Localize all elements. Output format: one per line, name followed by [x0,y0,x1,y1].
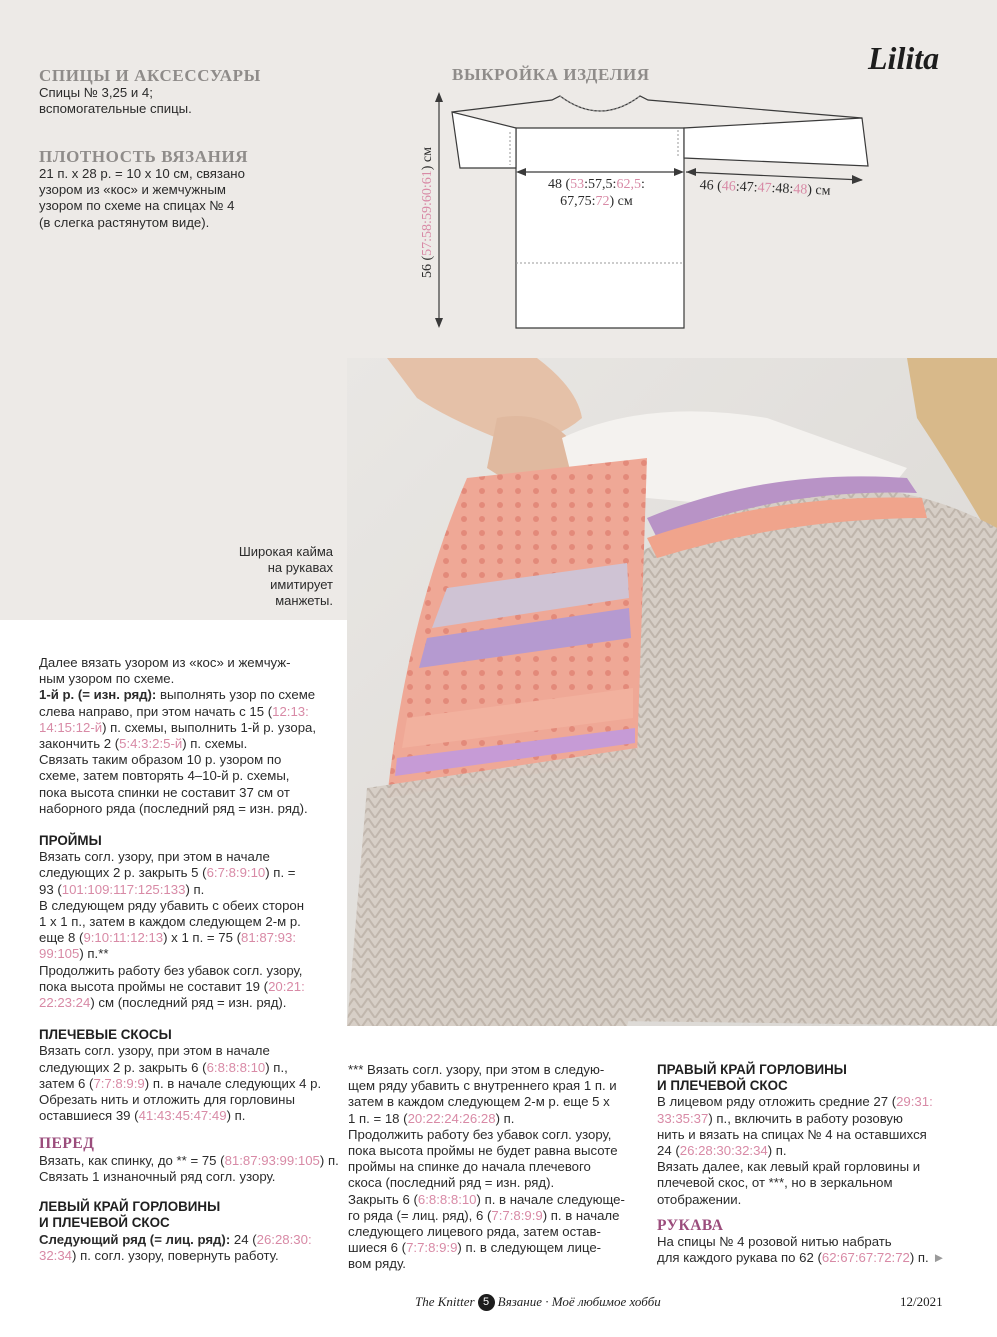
page-number: 5 [478,1294,495,1311]
right-neck-title-1: ПРАВЫЙ КРАЙ ГОРЛОВИНЫ [657,1062,847,1077]
shoulder-title: ПЛЕЧЕВЫЕ СКОСЫ [39,1027,172,1043]
left-neck-title-2: И ПЛЕЧЕВОЙ СКОС [39,1215,170,1231]
gauge-text: 21 п. х 28 р. = 10 х 10 см, связано узором из «кос» и жемчужным узором по схеме на спицах № 4 (в слегка растянутом виде). [39,166,245,230]
sleeve-length-label: 46 (46:47:47:48:48) см [699,178,831,199]
sleeves-title: РУКАВА [657,1216,724,1234]
right-neck-title-2: И ПЛЕЧЕВОЙ СКОС [657,1078,788,1094]
width-label: 48 (53:57,5:62,5: 67,75:72) см [548,177,645,209]
photo-caption: Широкая кайма на рукавах имитирует манжеты. [238,544,333,608]
pattern-title: ВЫКРОЙКА ИЗДЕЛИЯ [452,65,650,84]
brand-logo: Lilita [868,40,940,76]
accessories-text: Спицы № 3,25 и 4; вспомогательные спицы. [39,85,192,117]
footer-magazine: The Knitter [415,1294,475,1309]
column-1: Далее вязать узором из «кос» и жемчуж- ным узором по схеме. 1-й р. (= изн. ряд): выполнять узор по схеме слева направо, при этом начать с 15 (12:13: 14:15:12-й) п. схемы, выполнить 1-й р. узора, закончить 2 (5:4:3:2:5-й) п. схемы. Связать таким образом 10 р. узором по схеме, затем повторять 4–10-й р. схемы, пока высота спинки не составит 37 см от наборного ряда (последний ряд = изн. ряд). ПРОЙМЫ Вязать согл. узору, при этом в начале следующих 2 р. закрыть 5 (6:7:8:9:10) п. = 93 (101:109:117:125:133) п. В следующем ряду убавить с обеих сторон 1 х 1 п., затем в каждом следующем 2-м р. еще 8 (9:10:11:12:13) х 1 п. = 75 (81:87:93: 99:105) п.** Продолжить работу без убавок согл. узору, пока высота проймы не составит 19 (20:21: 22:23:24) см (последний ряд = изн. ряд). ПЛЕЧЕВЫЕ СКОСЫ Вязать согл. узору, при этом в начале следующих 2 р. закрыть 6 (6:8:8:8:10) п., затем 6 (7:7:8:9:9) п. в начале следующих 4 р. Обрезать нить и отложить для горловины оставшиеся 39 (41:43:45:47:49) п. ПЕРЕД Вязать, как спинку, до ** = 75 (81:87:93:99:105) п. Связать 1 изнаночный ряд согл. узору. ЛЕВЫЙ КРАЙ ГОРЛОВИНЫ И ПЛЕЧЕВОЙ СКОС Следующий ряд (= лиц. ряд): 24 (26:28:30: 32:34) п. согл. узору, повернуть работу. [39,655,339,1263]
accessories-title: СПИЦЫ И АКСЕССУАРЫ [39,66,261,85]
left-neck-title-1: ЛЕВЫЙ КРАЙ ГОРЛОВИНЫ [39,1199,221,1215]
column-2: *** Вязать согл. узору, при этом в следую- щем ряду убавить с внутреннего края 1 п. и затем в каждом следующем 2-м р. еще 5 х 1 п. = 18 (20:22:24:26:28) п. Продолжить работу без убавок согл. узору, пока высота проймы не будет равна высоте проймы на спинке до начала плечевого скоса (последний ряд = изн. ряд). Закрыть 6 (6:8:8:8:10) п. в начале следующе- го ряда (= лиц. ряд), 6 (7:7:8:9:9) п. в начале следующего лицевого ряда, затем остав- шиеся 6 (7:7:8:9:9) п. в следующем лице- вом ряду. [348,1062,625,1272]
armholes-title: ПРОЙМЫ [39,833,102,849]
sweater-schematic [400,80,880,340]
column-3: ПРАВЫЙ КРАЙ ГОРЛОВИНЫ И ПЛЕЧЕВОЙ СКОС В лицевом ряду отложить средние 27 (29:31: 33:35:37) п., включить в работу розовую нить и вязать на спицах № 4 на оставшихся 24 (26:28:30:32:34) п. Вязать далее, как левый край горловины и плечевой скос, от ***, но в зеркальном отображении. РУКАВА На спицы № 4 розовой нитью набрать для каждого рукава по 62 (62:67:67:72:72) п. ► [657,1062,957,1266]
footer-issue: 12/2021 [900,1294,943,1309]
height-label: 56 (57:58:59:60:61) см [420,147,435,278]
front-title: ПЕРЕД [39,1135,95,1153]
footer-center [415,1294,661,1311]
sweater-photo [347,358,997,1026]
next-page-arrow-icon: ► [932,1250,946,1266]
footer-subtitle: Вязание · Моё любимое хобби [497,1294,661,1309]
gauge-title: ПЛОТНОСТЬ ВЯЗАНИЯ [39,147,249,166]
